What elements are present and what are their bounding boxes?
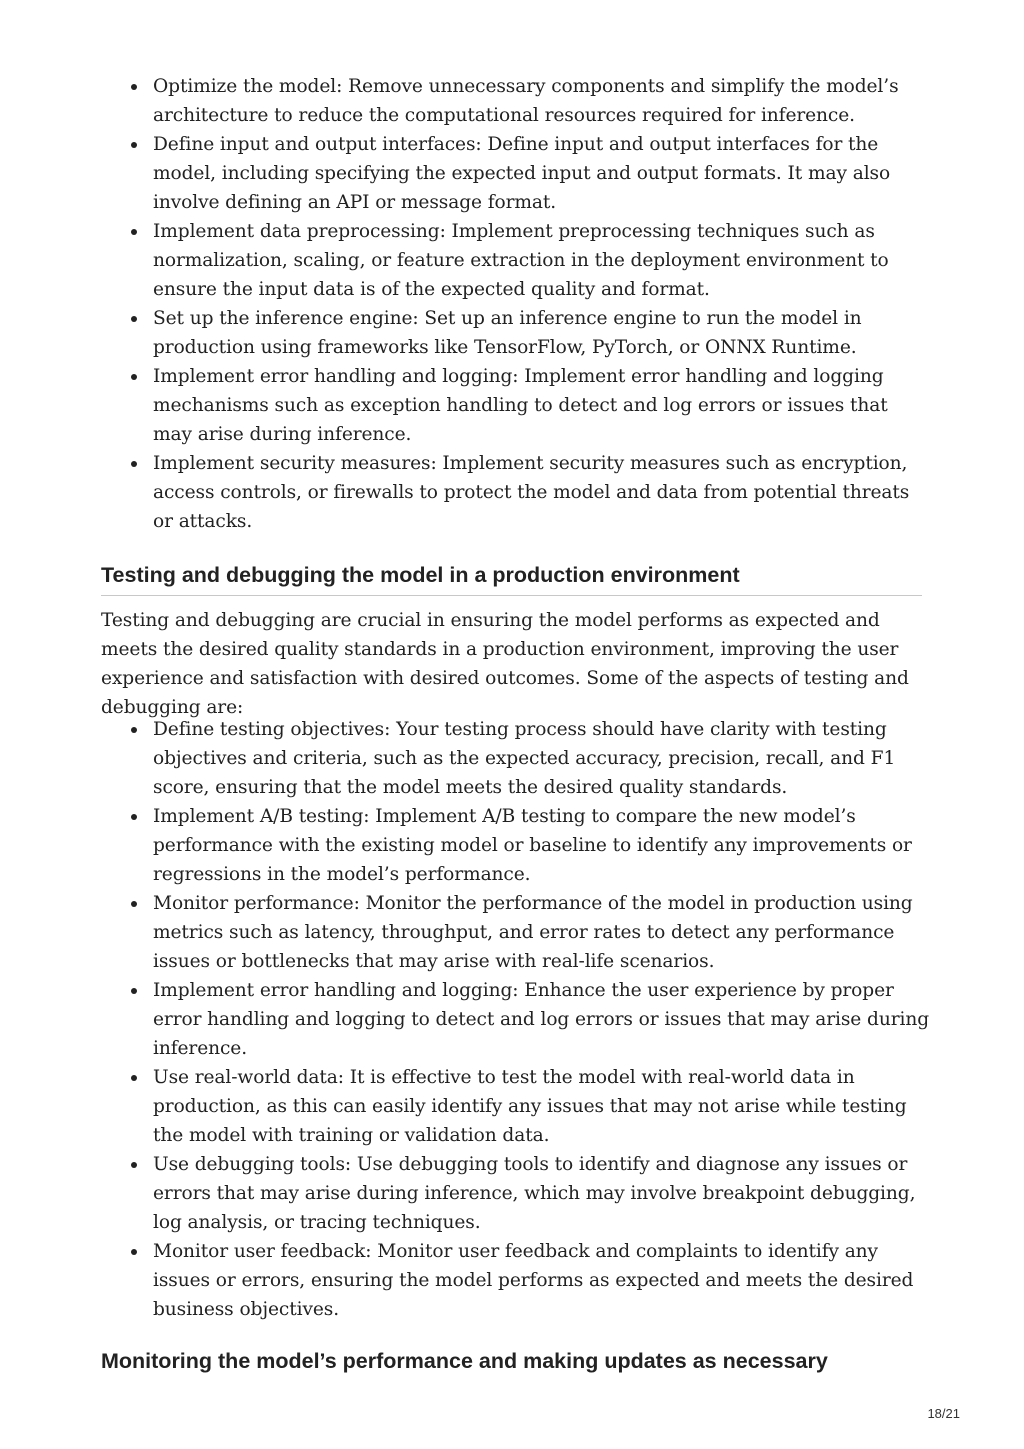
list-item: Set up the inference engine: Set up an inference engine to run the model in production using frameworks like TensorFlow, PyTorch, or ONNX Runtime. [101,304,931,362]
list-item: Monitor user feedback: Monitor user feedback and complaints to identify any issues or errors, ensuring the model performs as expected and meets the desired business objectives. [101,1237,931,1324]
list-item: Implement A/B testing: Implement A/B testing to compare the new model’s performance with the existing model or baseline to identify any improvements or regressions in the model’s performance. [101,802,931,889]
intro-bullet-list [101,72,931,536]
list-item: Optimize the model: Remove unnecessary components and simplify the model’s architecture to reduce the computational resources required for inference. [101,72,931,130]
page-number: 18/21 [927,1406,960,1421]
list-item: Use real-world data: It is effective to test the model with real-world data in production, as this can easily identify any issues that may not arise while testing the model with training or validation data. [101,1063,931,1150]
testing-intro-paragraph: Testing and debugging are crucial in ensuring the model performs as expected and meets the desired quality standards in a production environment, improving the user experience and satisfaction with desired outcomes. Some of the aspects of testing and debugging are: [101,610,909,718]
testing-section-heading: Testing and debugging the model in a production environment [101,563,740,587]
list-item: Define input and output interfaces: Define input and output interfaces for the model, including specifying the expected input and output formats. It may also involve defining an API or message format. [101,130,931,217]
testing-bullet-list [101,715,931,1324]
list-item: Define testing objectives: Your testing process should have clarity with testing objectives and criteria, such as the expected accuracy, precision, recall, and F1 score, ensuring that the model meets the desired quality standards. [101,715,931,802]
list-item: Use debugging tools: Use debugging tools to identify and diagnose any issues or errors that may arise during inference, which may involve breakpoint debugging, log analysis, or tracing techniques. [101,1150,931,1237]
list-item: Implement security measures: Implement security measures such as encryption, access controls, or firewalls to protect the model and data from potential threats or attacks. [101,449,931,536]
list-item: Implement data preprocessing: Implement preprocessing techniques such as normalization, scaling, or feature extraction in the deployment environment to ensure the input data is of the expected quality and format. [101,217,931,304]
monitoring-section-heading: Monitoring the model’s performance and making updates as necessary [101,1349,828,1373]
heading-divider [101,595,922,596]
list-item: Monitor performance: Monitor the performance of the model in production using metrics such as latency, throughput, and error rates to detect any performance issues or bottlenecks that may arise with real-life scenarios. [101,889,931,976]
list-item: Implement error handling and logging: Enhance the user experience by proper error handling and logging to detect and log errors or issues that may arise during inference. [101,976,931,1063]
list-item: Implement error handling and logging: Implement error handling and logging mechanisms such as exception handling to detect and log errors or issues that may arise during inference. [101,362,931,449]
